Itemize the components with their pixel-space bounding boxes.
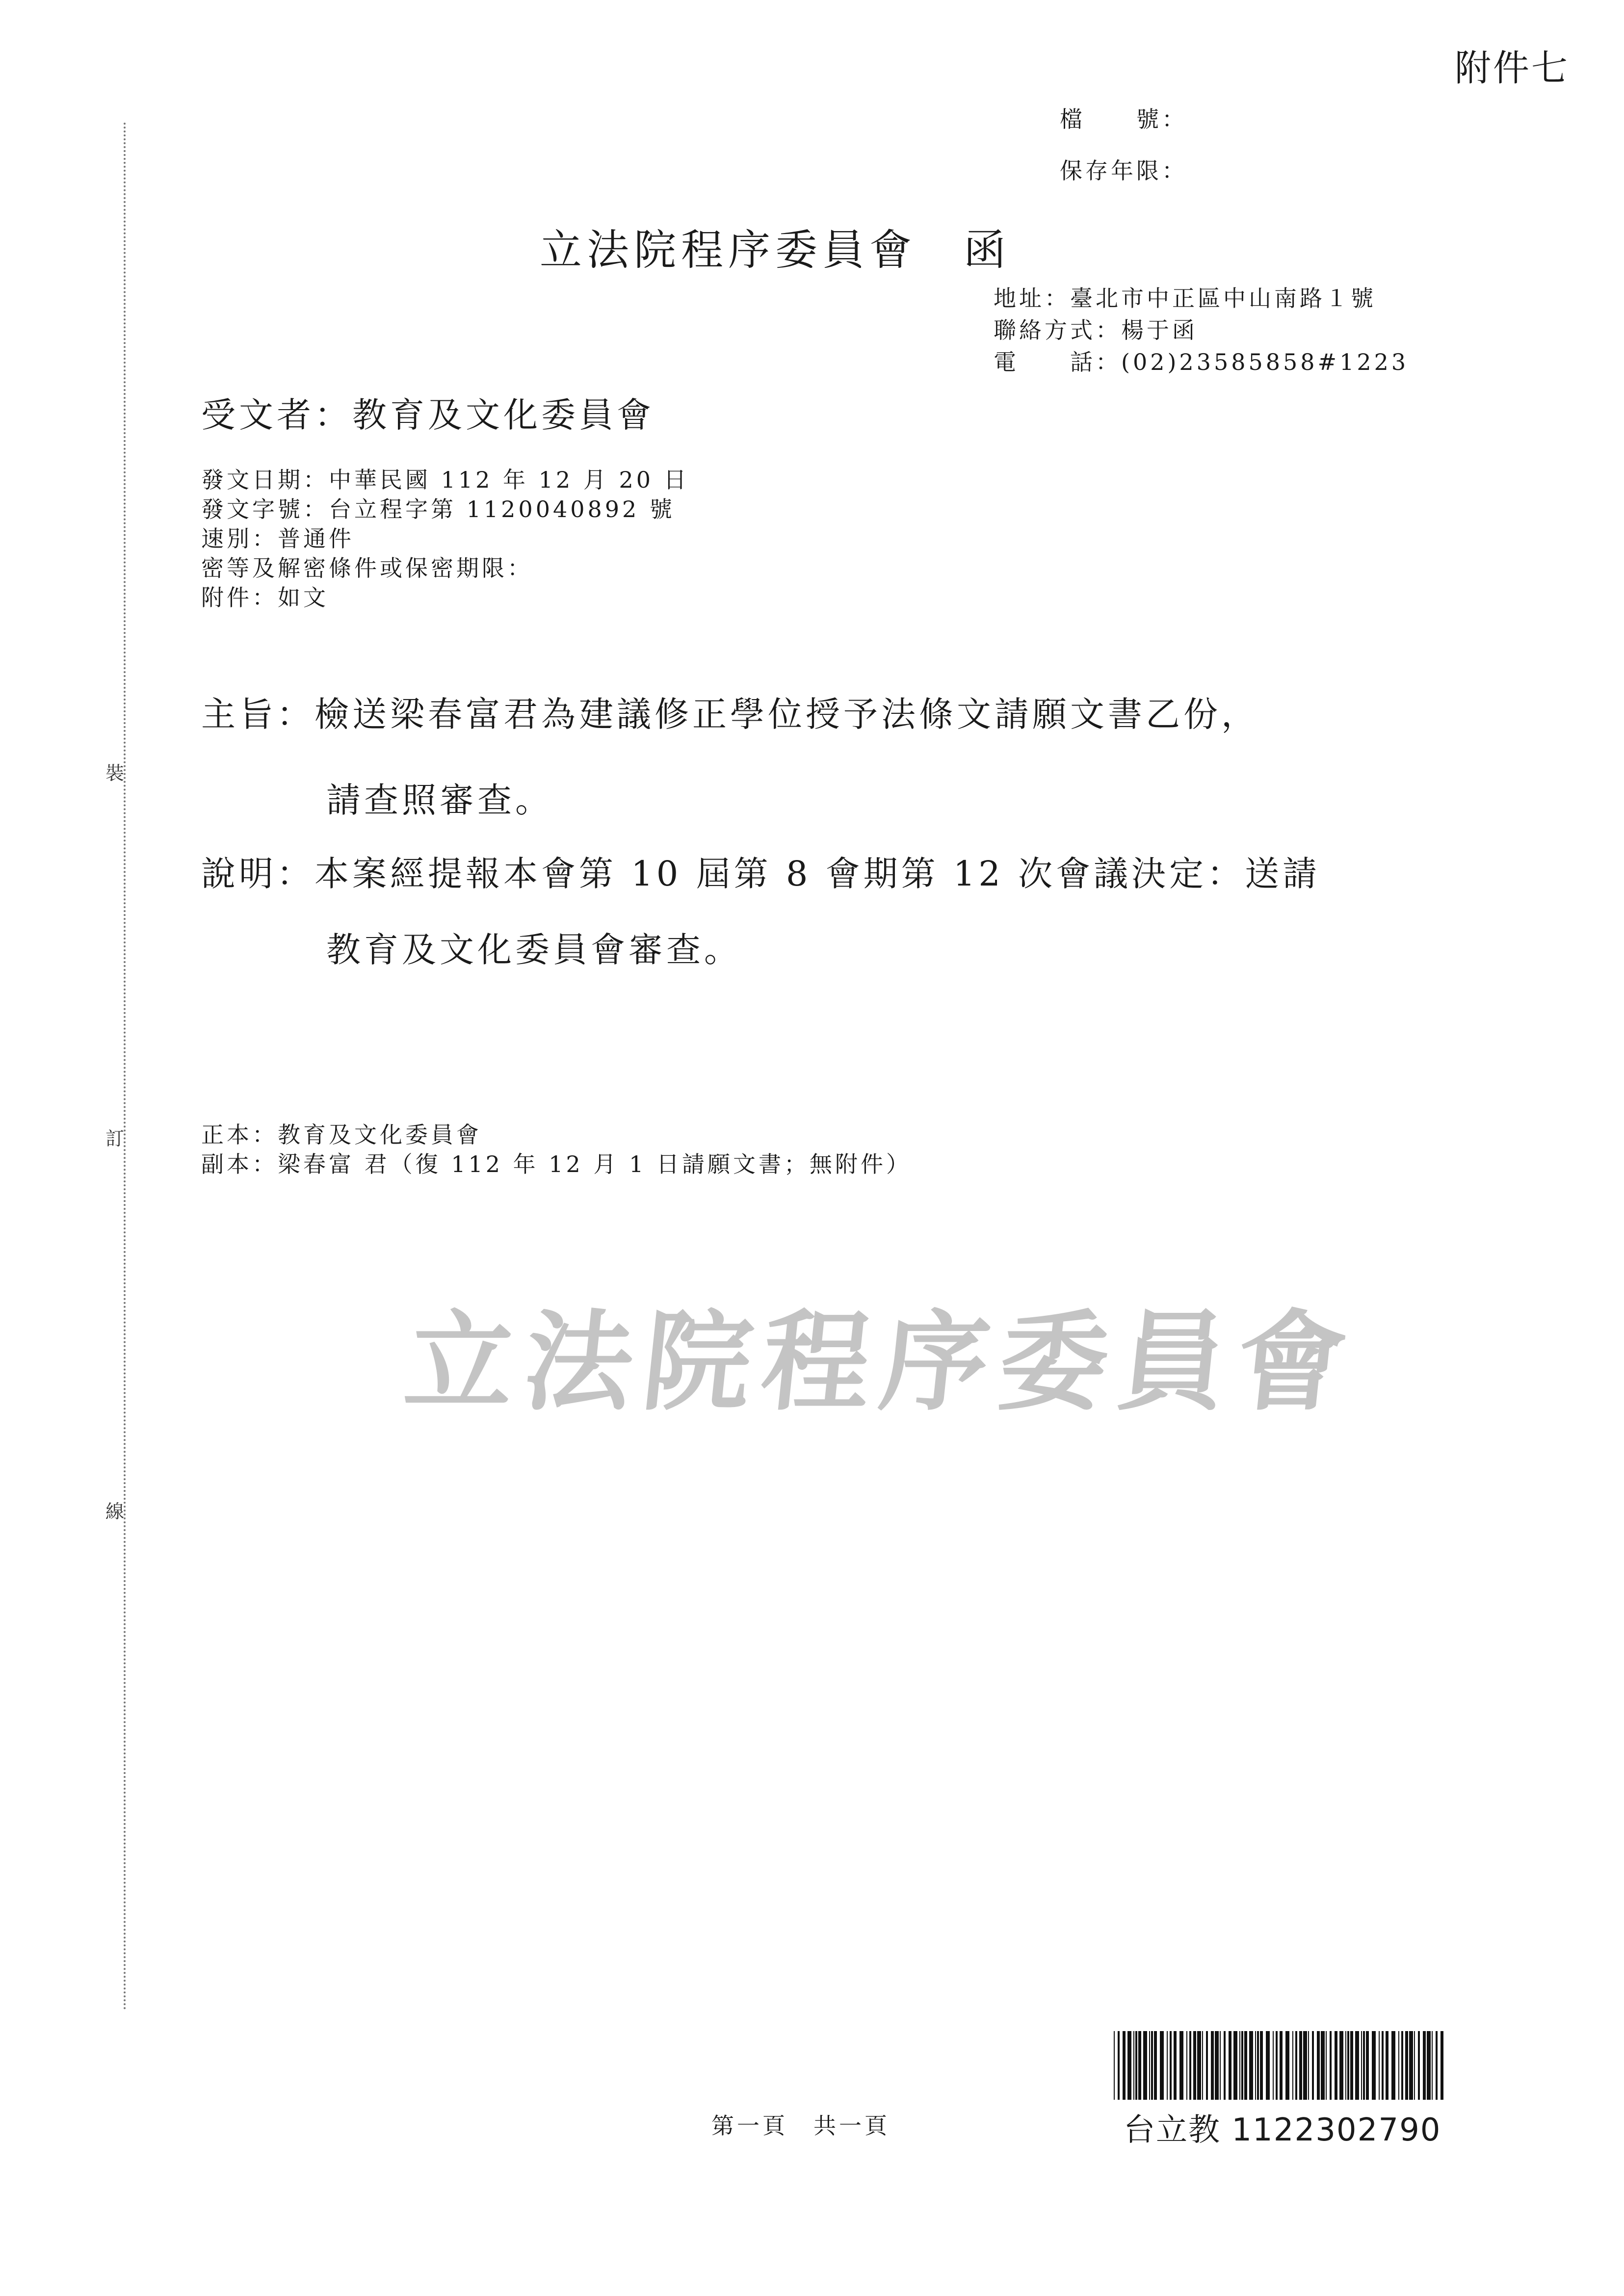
- barcode-bar: [1193, 2031, 1196, 2100]
- barcode-bar: [1308, 2031, 1309, 2100]
- subject-line-1: 主旨：檢送梁春富君為建議修正學位授予法條文請願文書乙份，: [201, 694, 1259, 734]
- sender-phone: 電 話：(02)23585858#1223: [994, 349, 1409, 375]
- document-number: 發文字號：台立程字第 1120040892 號: [201, 496, 675, 522]
- barcode-bar: [1335, 2031, 1337, 2100]
- barcode-bar: [1339, 2031, 1343, 2100]
- barcode-bar: [1186, 2031, 1187, 2100]
- barcode-bar: [1174, 2031, 1177, 2100]
- barcode-bar: [1326, 2031, 1327, 2100]
- barcode-bar: [1179, 2031, 1183, 2100]
- binding-mark-xian: 線: [105, 1501, 125, 1522]
- barcode-bar: [1386, 2031, 1388, 2100]
- barcode-bar: [1441, 2031, 1443, 2100]
- barcode-bar: [1363, 2031, 1365, 2100]
- barcode-bar: [1133, 2031, 1134, 2100]
- barcode-bar: [1418, 2031, 1420, 2100]
- barcode-bar: [1215, 2031, 1219, 2100]
- barcode-bar: [1401, 2031, 1403, 2100]
- sender-contact: 聯絡方式：楊于函: [994, 317, 1198, 343]
- barcode-bar: [1118, 2031, 1120, 2100]
- barcode-bar: [1239, 2031, 1240, 2100]
- barcode-bar: [1197, 2031, 1201, 2100]
- barcode-bar: [1432, 2031, 1433, 2100]
- barcode-bar: [1312, 2031, 1314, 2100]
- barcode-bar: [1123, 2031, 1126, 2100]
- distribution-copy: 副本：梁春富 君（復 112 年 12 月 1 日請願文書；無附件）: [201, 1151, 912, 1177]
- barcode-bar: [1405, 2031, 1408, 2100]
- barcode-bar: [1379, 2031, 1380, 2100]
- attachment-field: 附件：如文: [201, 584, 329, 611]
- barcode-bar: [1347, 2031, 1349, 2100]
- barcode-bar: [1151, 2031, 1153, 2100]
- barcode-bar: [1249, 2031, 1253, 2100]
- barcode-bar: [1202, 2031, 1203, 2100]
- page-title: 立法院程序委員會 函: [540, 226, 1011, 275]
- recipient: 受文者：教育及文化委員會: [201, 395, 655, 435]
- barcode-bar: [1127, 2031, 1131, 2100]
- barcode-text: 台立教 1122302790: [1124, 2112, 1441, 2148]
- barcode-bar: [1170, 2031, 1172, 2100]
- barcode-bar: [1330, 2031, 1332, 2100]
- sender-address: 地址：臺北市中正區中山南路１號: [994, 285, 1376, 312]
- barcode-bar: [1321, 2031, 1325, 2100]
- explanation-line-2: 教育及文化委員會審查。: [326, 930, 742, 970]
- issue-date: 發文日期：中華民國 112 年 12 月 20 日: [201, 467, 689, 493]
- barcode-bar: [1372, 2031, 1376, 2100]
- barcode-bar: [1391, 2031, 1395, 2100]
- barcode-bar: [1345, 2031, 1346, 2100]
- barcode-bar: [1229, 2031, 1231, 2100]
- barcode-bar: [1280, 2031, 1283, 2100]
- barcode-bar: [1138, 2031, 1141, 2100]
- barcode-bar: [1233, 2031, 1237, 2100]
- barcode-bar: [1167, 2031, 1168, 2100]
- barcode-bar: [1299, 2031, 1302, 2100]
- page-indicator: 第一頁 共一頁: [711, 2113, 890, 2139]
- barcode-bar: [1114, 2031, 1115, 2100]
- barcode-bar: [1260, 2031, 1263, 2100]
- subject-line-2: 請查照審查。: [326, 780, 553, 820]
- barcode-bar: [1350, 2031, 1353, 2100]
- attachment-label: 附件七: [1455, 47, 1570, 89]
- barcode-bar: [1255, 2031, 1256, 2100]
- barcode-bar: [1285, 2031, 1289, 2100]
- barcode-bar: [1241, 2031, 1243, 2100]
- barcode-bar: [1366, 2031, 1369, 2100]
- barcode-bar: [1292, 2031, 1293, 2100]
- distribution-original: 正本：教育及文化委員會: [201, 1122, 482, 1148]
- barcode-bar: [1355, 2031, 1359, 2100]
- barcode-bar: [1423, 2031, 1426, 2100]
- file-no-label: 檔 號：: [1060, 106, 1187, 132]
- barcode-bar: [1206, 2031, 1208, 2100]
- binding-mark-ding: 訂: [105, 1128, 125, 1149]
- delivery-speed: 速別：普通件: [201, 525, 354, 552]
- retention-label: 保存年限：: [1060, 157, 1187, 184]
- barcode-bar: [1276, 2031, 1278, 2100]
- barcode-bar: [1224, 2031, 1226, 2100]
- barcode-bar: [1414, 2031, 1415, 2100]
- barcode-bar: [1149, 2031, 1150, 2100]
- barcode-bar: [1244, 2031, 1247, 2100]
- barcode-bar: [1154, 2031, 1157, 2100]
- barcode-bar: [1160, 2031, 1164, 2100]
- barcode-bar: [1361, 2031, 1362, 2100]
- barcode-bar: [1295, 2031, 1297, 2100]
- barcode-bar: [1211, 2031, 1214, 2100]
- secrecy-level: 密等及解密條件或保密期限：: [201, 555, 533, 581]
- barcode-bar: [1266, 2031, 1270, 2100]
- barcode-bar: [1220, 2031, 1221, 2100]
- barcode-bar: [1382, 2031, 1384, 2100]
- barcode-bar: [1436, 2031, 1438, 2100]
- barcode-bar: [1427, 2031, 1431, 2100]
- barcode: [1114, 2031, 1447, 2100]
- barcode-bar: [1273, 2031, 1274, 2100]
- binding-line: [124, 123, 126, 2011]
- barcode-bar: [1143, 2031, 1147, 2100]
- explanation-line-1: 說明：本案經提報本會第 10 屆第 8 會期第 12 次會議決定：送請: [201, 854, 1321, 894]
- barcode-bar: [1135, 2031, 1137, 2100]
- binding-mark-zhuang: 裝: [105, 762, 125, 784]
- barcode-bar: [1189, 2031, 1191, 2100]
- barcode-bar: [1317, 2031, 1320, 2100]
- barcode-bar: [1409, 2031, 1413, 2100]
- barcode-bar: [1398, 2031, 1399, 2100]
- committee-seal: 立法院程序委員會: [399, 1298, 1363, 1425]
- barcode-bar: [1257, 2031, 1259, 2100]
- barcode-bar: [1303, 2031, 1307, 2100]
